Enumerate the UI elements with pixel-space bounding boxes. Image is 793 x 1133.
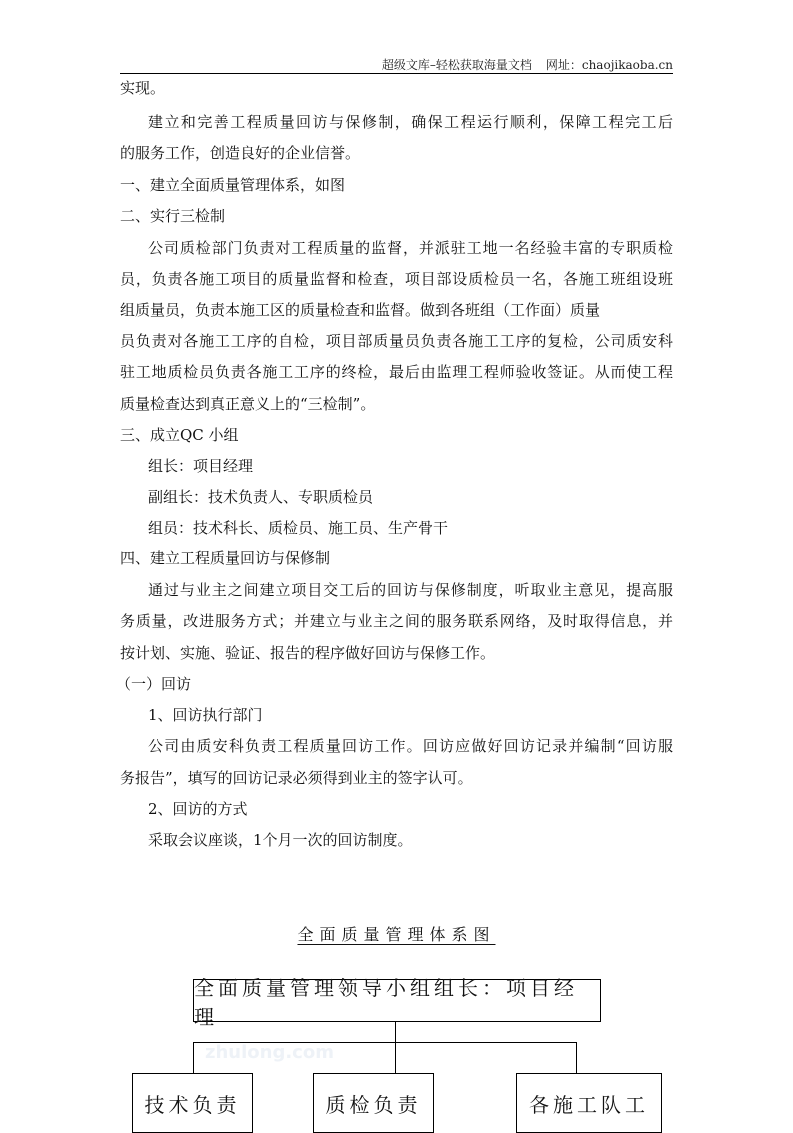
header-url: 网址：chaojikaoba.cn bbox=[545, 58, 673, 72]
org-box-leader: 全面质量管理领导小组组长：项目经理 bbox=[193, 979, 601, 1022]
diagram-title-text: 全面质量管理体系图 bbox=[297, 925, 496, 944]
text-line: 通过与业主之间建立项目交工后的回访与保修制度，听取业主意见，提高服 bbox=[148, 581, 673, 599]
diagram-title bbox=[0, 922, 793, 945]
text-line: 副组长：技术负责人、专职质检员 bbox=[148, 488, 374, 506]
text-line: 建立和完善工程质量回访与保修制，确保工程运行顺利，保障工程完工后 bbox=[148, 113, 673, 131]
text-line: 采取会议座谈，1个月一次的回访制度。 bbox=[148, 831, 413, 849]
org-box-qc: 质检负责 bbox=[313, 1073, 434, 1133]
org-box-tech: 技术负责 bbox=[132, 1073, 253, 1133]
text-line: 员，负责各施工项目的质量监督和检查，项目部设质检员一名，各施工班组设班 bbox=[120, 270, 673, 288]
text-line: 组员：技术科长、质检员、施工员、生产骨干 bbox=[148, 519, 449, 537]
text-line: 一、建立全面质量管理体系，如图 bbox=[120, 176, 346, 194]
org-box-teams: 各施工队工 bbox=[516, 1073, 662, 1133]
header-site: 超级文库–轻松获取海量文档 bbox=[381, 58, 532, 72]
text-line: 务报告”，填写的回访记录必须得到业主的签字认可。 bbox=[120, 769, 473, 787]
text-line: 公司质检部门负责对工程质量的监督，并派驻工地一名经验丰富的专职质检 bbox=[148, 239, 673, 257]
text-line: 1、回访执行部门 bbox=[148, 706, 263, 724]
text-line: 四、建立工程质量回访与保修制 bbox=[120, 549, 331, 567]
text-line: 按计划、实施、验证、报告的程序做好回访与保修工作。 bbox=[120, 644, 496, 662]
text-line: 三、成立QC 小组 bbox=[120, 426, 239, 444]
connector-line bbox=[576, 1042, 577, 1073]
connector-line bbox=[193, 1042, 194, 1073]
text-line: 组质量员，负责本施工区的质量检查和监督。做到各班组（工作面）质量 bbox=[120, 301, 601, 319]
connector-line bbox=[395, 1021, 396, 1073]
watermark: zhulong.com bbox=[205, 1042, 334, 1063]
text-line: （一）回访 bbox=[116, 675, 192, 693]
page-header bbox=[368, 56, 673, 73]
text-line: 务质量，改进服务方式；并建立与业主之间的服务联系网络，及时取得信息，并 bbox=[120, 612, 673, 630]
text-line: 二、实行三检制 bbox=[120, 207, 226, 225]
text-line: 实现。 bbox=[120, 79, 166, 97]
text-line: 的服务工作，创造良好的企业信誉。 bbox=[120, 144, 361, 162]
text-line: 2、回访的方式 bbox=[148, 800, 248, 818]
text-line: 质量检查达到真正意义上的“三检制”。 bbox=[120, 395, 376, 413]
text-line: 公司由质安科负责工程质量回访工作。回访应做好回访记录并编制“回访服 bbox=[148, 737, 673, 755]
text-line: 驻工地质检员负责各施工工序的终检，最后由监理工程师验收签证。从而使工程 bbox=[120, 363, 673, 381]
text-line: 组长：项目经理 bbox=[148, 457, 254, 475]
header-rule bbox=[120, 73, 673, 74]
text-line: 员负责对各施工工序的自检，项目部质量员负责各施工工序的复检，公司质安科 bbox=[120, 332, 673, 350]
